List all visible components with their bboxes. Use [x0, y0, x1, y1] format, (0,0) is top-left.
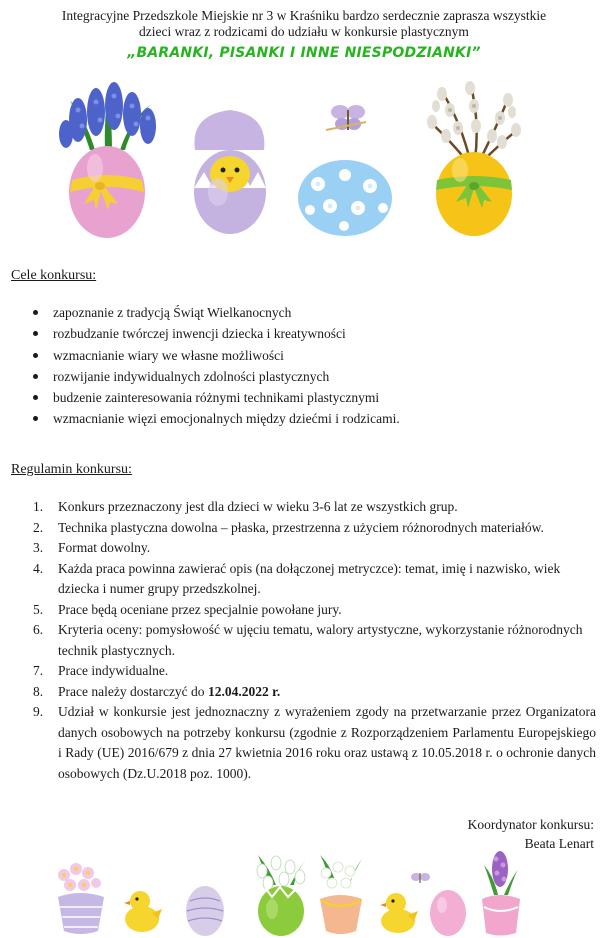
- list-item: [0, 497, 596, 518]
- flower-pot-egg-icon: [58, 863, 104, 934]
- list-item: [0, 410, 400, 431]
- bullet-icon: [33, 310, 38, 315]
- chick-in-egg-icon: [194, 110, 266, 234]
- rule-number: 5.: [33, 601, 44, 617]
- list-item: [0, 325, 400, 346]
- butterfly-icon: [411, 873, 430, 883]
- rule-number: 8.: [33, 683, 44, 699]
- list-item: [0, 347, 400, 368]
- blue-flowered-egg-icon: [298, 160, 392, 236]
- rules-title: Regulamin konkursu:: [11, 462, 132, 477]
- rule-text: Format dowolny.: [58, 540, 151, 555]
- rule-text: Prace indywidualne.: [58, 663, 169, 678]
- striped-egg-icon: [186, 886, 224, 936]
- goal-text: wzmacnianie więzi emocjonalnych między dziećmi i rodzicami.: [53, 411, 400, 427]
- rule-number: 9.: [33, 704, 44, 719]
- pussy-willow-egg-icon: [427, 81, 521, 236]
- goals-list: [0, 304, 400, 432]
- hyacinth-egg-icon: [59, 82, 156, 238]
- list-item: [0, 600, 596, 621]
- rule-text: Technika plastyczna dowolna – płaska, przestrzenna z użyciem różnorodnych materiałów.: [58, 519, 544, 535]
- list-item: [0, 620, 596, 661]
- coordinator-name: Beata Lenart: [524, 836, 594, 851]
- list-item: [0, 304, 400, 325]
- hyacinth-pot-egg-icon: [482, 851, 520, 936]
- goal-text: wzmacnianie wiary we własne możliwości: [53, 347, 284, 363]
- goals-title: Cele konkursu:: [11, 268, 97, 283]
- goal-text: budzenie zainteresowania różnymi technikami plastycznymi: [53, 390, 380, 406]
- snowdrop-egg-icon: [257, 855, 306, 936]
- rule-number: 3.: [33, 540, 44, 555]
- chick-icon: [124, 891, 162, 932]
- coordinator-label: Koordynator konkursu:: [467, 817, 594, 832]
- list-item: [0, 559, 596, 600]
- bullet-icon: [33, 331, 38, 336]
- butterfly-icon: [326, 105, 366, 130]
- list-item: [0, 389, 400, 410]
- rule-number: 1.: [33, 499, 44, 514]
- goal-text: rozwijanie indywidualnych zdolności plastycznych: [53, 368, 330, 384]
- rule-number: 4.: [33, 560, 44, 576]
- contest-headline: „BARANKI, PISANKI I INNE NIESPODZIANKI”: [127, 45, 481, 61]
- bottom-easter-strip: [0, 845, 608, 938]
- goal-text: rozbudzanie twórczej inwencji dziecka i kreatywności: [53, 326, 346, 342]
- deadline-date: 12.04.2022 r.: [207, 683, 281, 699]
- bullet-icon: [33, 353, 38, 358]
- rule-number: 7.: [33, 663, 44, 678]
- goal-text: zapoznanie z tradycją Świąt Wielkanocnych: [53, 305, 292, 320]
- list-item: [0, 661, 596, 682]
- list-item: [0, 682, 596, 703]
- bullet-icon: [33, 416, 38, 421]
- rule-text: Prace będą oceniane przez specjalnie powołane jury.: [58, 601, 342, 617]
- list-item: [0, 368, 400, 389]
- rule-number: 6.: [33, 622, 44, 637]
- intro-line-2: dzieci wraz z rodzicami do udziału w konkursie plastycznym: [139, 24, 469, 39]
- intro-text: [0, 8, 608, 40]
- bullet-icon: [33, 395, 38, 400]
- rules-list: [0, 497, 596, 784]
- list-item: [0, 518, 596, 539]
- easter-eggs-illustration: [0, 80, 608, 240]
- bullet-icon: [33, 374, 38, 379]
- chick-icon: [380, 893, 418, 933]
- rule-text: Udział w konkursie jest jednoznaczny z wyrażeniem zgody na przetwarzanie przez Organizatora danych osobowych na potrzeby konkursu (zgodnie z Rozporządzeniem Parlamentu Europejskiego i Rady (UE) 2016/679 z dnia 27 kwietnia 2016 roku oraz ustawą z 10.05.2018 r. o ochronie danych osobowych (Dz.U.2018 poz. 1000).: [58, 704, 596, 781]
- intro-line-1: Integracyjne Przedszkole Miejskie nr 3 w Kraśniku bardzo serdecznie zaprasza wszystkie: [61, 8, 547, 23]
- pink-egg-icon: [430, 890, 466, 936]
- rule-text: Konkurs przeznaczony jest dla dzieci w wieku 3-6 lat ze wszystkich grup.: [58, 499, 458, 514]
- rule-text: Prace należy dostarczyć do: [58, 683, 208, 699]
- rule-text: Każda praca powinna zawierać opis (na dołączonej metryczce): temat, imię i nazwisko, wiek dziecka i numer grupy przedszkolnej.: [58, 560, 561, 596]
- rule-text: Kryteria oceny: pomysłowość w ujęciu tematu, walory artystyczne, wykorzystanie różnorodnych technik plastycznych.: [58, 622, 583, 658]
- list-item: [0, 702, 596, 784]
- list-item: [0, 538, 596, 559]
- flower-basket-egg-icon: [320, 855, 362, 934]
- rule-number: 2.: [33, 519, 44, 535]
